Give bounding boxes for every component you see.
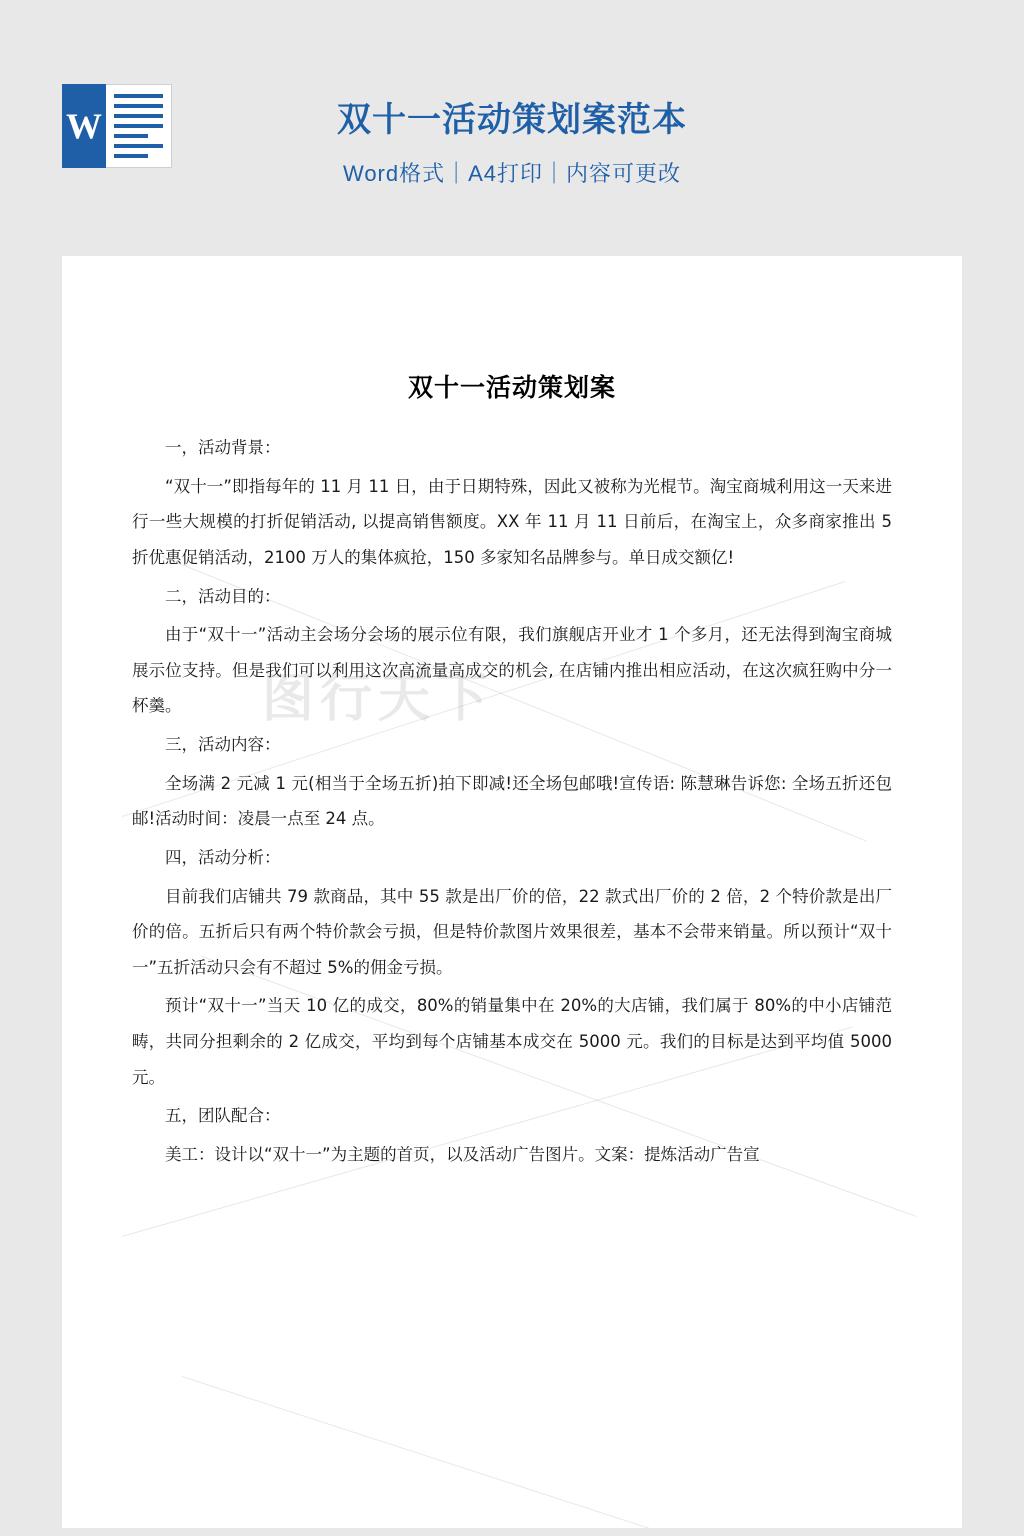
document-page [62,256,962,1528]
section-heading: 一，活动背景： [165,438,281,457]
section-body: 预计“双十一”当天 10 亿的成交，80%的销量集中在 20%的大店铺，我们属于 80%的中小店铺范畴，共同分担剩余的 2 亿成交，平均到每个店铺基本成交在 5000 元。我们的目标是达到平均值 5000 元。 [132,996,892,1087]
watermark-text: 图行天下 [262,668,495,729]
section-body: 由于“双十一”活动主会场分会场的展示位有限，我们旗舰店开业才 1 个多月，还无法得到淘宝商城展示位支持。但是我们可以利用这次高流量高成交的机会, 在店铺内推出相应活动，在这次疯狂购中分一杯羹。 [132,625,892,716]
section-heading: 四，活动分析： [165,847,281,867]
section-body: 美工：设计以“双十一”为主题的首页，以及活动广告图片。文案：提炼活动广告宣 [165,1144,760,1164]
header-text-block [0,92,1024,188]
section-heading: 三，活动内容： [165,735,281,754]
document-title: 双十一活动策划案 [407,373,616,402]
page-header [0,0,1024,248]
header-subtitle: Word格式｜A4打印｜内容可更改 [342,161,682,186]
header-title: 双十一活动策划案范本 [337,101,687,139]
section-body: “双十一”即指每年的 11 月 11 日，由于日期特殊，因此又被称为光棍节。淘宝商城利用这一天来进行一些大规模的打折促销活动, 以提高销售额度。XX 年 11 月 11 日前后，在淘宝上，众多商家推出 5 折优惠促销活动，2100 万人的集体疯抢，150 多家知名品牌参与。单日成交额亿! [132,476,892,567]
section-heading: 五，团队配合： [165,1106,281,1126]
word-logo-letter: W [62,84,106,168]
section-heading: 二，活动目的： [165,586,281,606]
section-body: 目前我们店铺共 79 款商品，其中 55 款是出厂价的倍，22 款式出厂价的 2 倍，2 个特价款是出厂价的倍。五折后只有两个特价款会亏损，但是特价款图片效果很差，基本不会带来销量。所以预计“双十一”五折活动只会有不超过 5%的佣金亏损。 [132,886,892,977]
section-body: 全场满 2 元减 1 元(相当于全场五折)拍下即减!还全场包邮哦!宣传语: 陈慧琳告诉您: 全场五折还包邮!活动时间：凌晨一点至 24 点。 [132,773,892,829]
